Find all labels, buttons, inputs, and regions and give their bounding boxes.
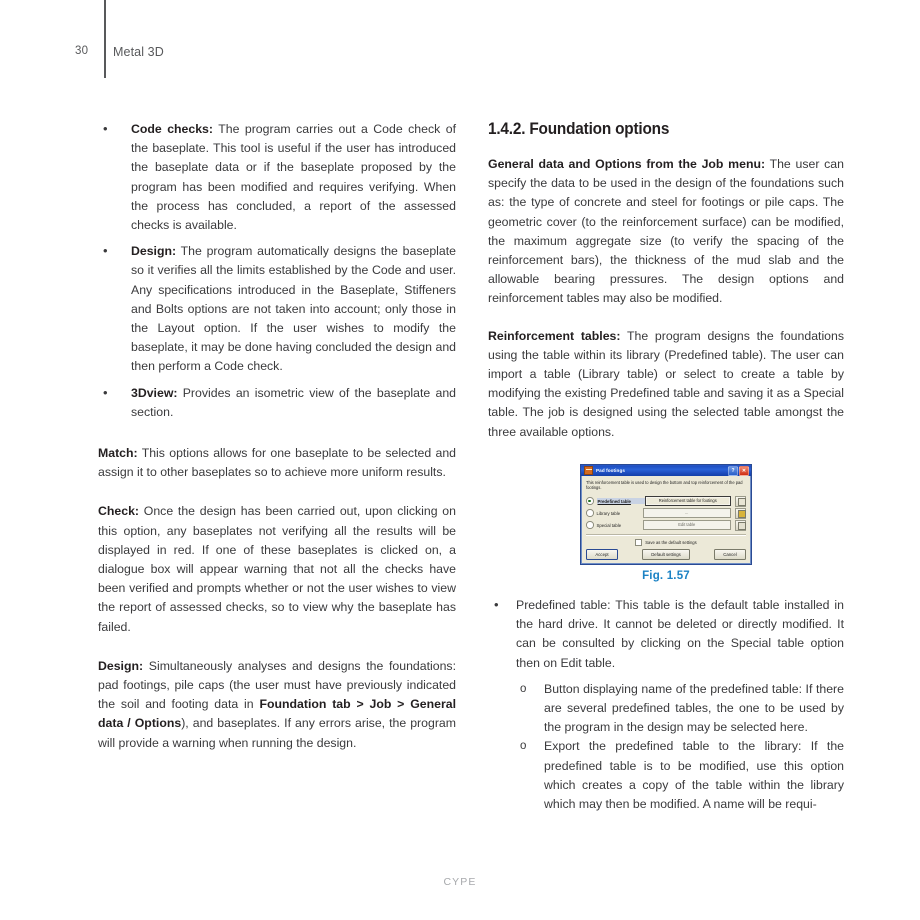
accept-button[interactable]: Accept: [586, 549, 618, 560]
default-settings-button[interactable]: Default settings: [642, 549, 690, 560]
bullet-text: Provides an isometric view of the baseplate and section.: [131, 385, 456, 419]
radio-label-predefined-table[interactable]: Predefined table: [597, 498, 645, 504]
bullet-text: The program automatically designs the baseplate so it verifies all the limits established by the Code and user. Any specifications introduced in the Baseplate, Stiffeners and Bolts options are not taken into account; only those in the Layout option. If the user wishes to modify the baseplate, it may be done having concluded the design and then perform a Code check.: [131, 244, 456, 374]
dialog-titlebar-buttons: [728, 466, 749, 476]
paragraph-match: [98, 444, 456, 482]
dialog-titlebar[interactable]: [581, 465, 751, 476]
left-bullet-list: [98, 120, 456, 422]
left-column: [98, 120, 456, 767]
paragraph-emphasis-path: Foundation tab > Job > General data / Options: [98, 697, 456, 731]
paragraph-design-foundations: [98, 657, 456, 753]
header-divider-rule: [104, 0, 106, 78]
paragraph-general-data: [488, 155, 844, 309]
pad-footings-dialog: [580, 464, 752, 565]
list-item: [98, 120, 456, 235]
cancel-button[interactable]: Cancel: [714, 549, 746, 560]
paragraph-text: Once the design has been carried out, upon clicking on this option, any baseplates not verifying all the results will be displayed in red. If one of these baseplates is clicked on, a dialogue box will appear warning that not all the checks have been verified and prompts whether or not the user wishes to view the report of assessed checks, so to view why the baseplate has failed.: [98, 504, 456, 634]
dialog-body: [581, 476, 751, 564]
paragraph-check: [98, 502, 456, 636]
paragraph-text-part1: Simultaneously analyses and designs the foundations: pad footings, pile caps (the user must have previously indicated the soil and footing data in: [98, 658, 456, 712]
paragraph-text: The user can specify the data to be used in the design of the foundations such as: the type of concrete and steel for footings or pile caps. The geometric cover (to the reinforcement surface) can be modified, the maximum aggregate size (to verify the spacing of the reinforcement bars), the thickness of the mud slab and the allowable bearing pressures. The design options and reinforcement tables may also be modified.: [488, 157, 844, 306]
export-to-library-icon[interactable]: [735, 496, 746, 507]
radio-predefined-table[interactable]: [586, 497, 594, 505]
close-icon[interactable]: ✕: [739, 466, 749, 476]
dialog-option-rows: [586, 496, 746, 530]
sub-bullet-text: Export the predefined table to the library: If the predefined table is to be modified, use this option which creates a copy of the table within the library which may then be modified. A name will be requi-: [544, 739, 844, 812]
paragraph-term: Check:: [98, 504, 140, 519]
checkbox-label-save-default-settings[interactable]: Save as the default settings: [645, 540, 697, 546]
dialog-description: This reinforcement table is used to design the bottom and top reinforcement of the pad footings.: [586, 479, 743, 491]
field-predefined-table[interactable]: Reinforcement table for footings: [645, 496, 732, 506]
checkbox-save-default-settings[interactable]: [635, 539, 642, 546]
dialog-footer: [586, 549, 746, 564]
bullet-term: 3Dview:: [131, 385, 178, 400]
sub-bullet-text: Button displaying name of the predefined table: If there are several predefined tables, the one to be used by the program in the design may be selected here.: [544, 681, 844, 735]
section-heading: 1.4.2. Foundation options: [488, 120, 670, 138]
running-head-title: Metal 3D: [113, 45, 164, 59]
field-library-table[interactable]: ...: [643, 508, 732, 518]
paragraph-term: Design:: [98, 658, 144, 673]
paragraph-reinforcement-tables: [488, 327, 844, 442]
list-item: [516, 680, 844, 738]
right-bullet-list: [488, 596, 844, 814]
list-item: [488, 596, 844, 814]
bullet-term: Design:: [131, 244, 177, 259]
figure-caption: Fig. 1.57: [642, 570, 690, 583]
paragraph-term: Match:: [98, 446, 138, 461]
bullet-text: Predefined table: This table is the default table installed in the hard drive. It cannot be deleted or directly modified. It can be consulted by clicking on the Special table option then on Edit table.: [516, 598, 844, 670]
figure-pad-footings: [488, 464, 844, 582]
pad-footing-icon: [584, 466, 593, 475]
radio-label-special-table[interactable]: Special table: [596, 522, 622, 528]
page-footer-brand: CYPE: [443, 876, 477, 888]
field-edit-table[interactable]: Edit table: [643, 520, 732, 530]
bullet-text: The program carries out a Code check of the baseplate. This tool is useful if the user has introduced the baseplate data or if the baseplate proposed by the program has been modified and requires verifying. When the process has concluded, a report of the assessed checks is available.: [131, 122, 456, 233]
list-item: [516, 737, 844, 814]
page-header: [0, 0, 920, 80]
dialog-title: Pad footings: [596, 467, 626, 473]
option-row-special-table: [586, 520, 746, 530]
paragraph-text-part2: ), and baseplates. If any errors arise, the program will provide a warning when running the design.: [98, 716, 457, 750]
option-row-predefined-table: [586, 496, 746, 506]
dialog-separator: [586, 534, 746, 536]
radio-special-table[interactable]: [586, 521, 594, 529]
paragraph-text: This options allows for one baseplate to be selected and assign it to other baseplates so to achieve more uniform results.: [98, 446, 456, 480]
save-table-icon[interactable]: [735, 520, 746, 531]
import-library-icon[interactable]: [735, 508, 746, 519]
right-column: [488, 120, 844, 828]
sub-bullet-list: [516, 680, 844, 814]
paragraph-text: The program designs the foundations using the table within its library (Predefined table). The user can import a table (Library table) or select to create a table by modifying the existing Predefined table and saving it as a Special table. The job is designed using the selected table amongst the three available options.: [488, 328, 845, 439]
radio-library-table[interactable]: [586, 509, 594, 517]
help-icon[interactable]: ?: [728, 466, 738, 476]
default-settings-checkbox-row: [586, 539, 746, 546]
paragraph-term: General data and Options from the Job menu:: [488, 157, 766, 171]
radio-label-library-table[interactable]: Library table: [596, 510, 621, 516]
paragraph-term: Reinforcement tables:: [488, 328, 621, 343]
bullet-term: Code checks:: [131, 122, 213, 136]
list-item: [98, 384, 456, 422]
option-row-library-table: [586, 508, 746, 518]
page-number: 30: [75, 45, 89, 57]
list-item: [98, 242, 456, 376]
